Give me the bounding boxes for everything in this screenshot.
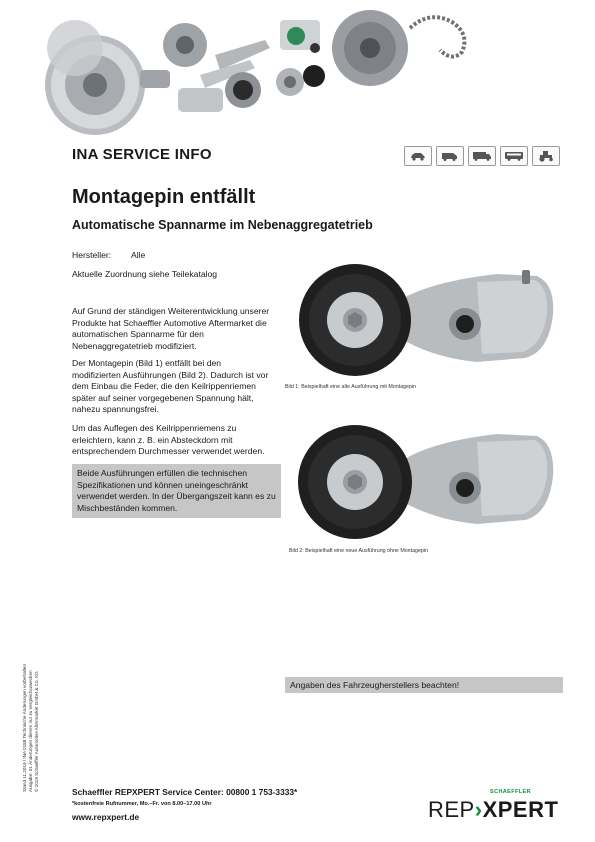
van-icon — [436, 146, 464, 166]
document-meta-vertical — [22, 622, 39, 792]
paragraph-installation-tip: Um das Auflegen des Keilrippenriemens zu erleichtern, kann z. B. ein Absteckdorn mit entsprechendem Durchmesser verwendet werden. — [72, 423, 265, 456]
manufacturer-warning: Angaben des Fahrzeugherstellers beachten! — [285, 677, 563, 693]
article-title: Montagepin entfällt — [72, 186, 256, 208]
catalog-assignment: Aktuelle Zuordnung siehe Teilekatalog — [72, 269, 218, 279]
compatibility-note: Beide Ausführungen erfüllen die technischen Spezifikationen und können uneingeschränkt verwendet werden. In der Übergangszeit kann es zu Mischbeständen kommen. — [72, 464, 281, 518]
manufacturer-value: Alle — [131, 250, 146, 260]
tractor-icon — [532, 146, 560, 166]
tensioner-new-version-image — [297, 420, 559, 542]
hotline-note: *kostenfreie Rufnummer, Mo.–Fr. von 8.00–17.00 Uhr — [72, 801, 212, 807]
meta-line-2: Ausgabe: 01 Änderungen dienen nur zu Vergleichszwecken — [27, 670, 33, 792]
meta-line-1: Stand 11.2019 / INA 0188 Technische Änderungen vorbehalten — [22, 663, 27, 792]
manufacturer-label: Hersteller: — [72, 250, 112, 260]
website-link[interactable]: www.repxpert.de — [72, 812, 140, 822]
clutch-cover-image — [332, 10, 408, 86]
logo-chevron-icon: › — [474, 797, 483, 822]
service-center-phone: Schaeffler REPXPERT Service Center: 00800 1 753-3333* — [72, 787, 298, 797]
logo-xpert: XPERT — [482, 797, 559, 822]
logo-rep: REP — [428, 797, 475, 822]
truck-icon — [468, 146, 496, 166]
vehicle-type-icons — [404, 146, 560, 166]
article-subtitle: Automatische Spannarme im Nebenaggregatetrieb — [72, 218, 373, 232]
repxpert-logo — [428, 797, 558, 823]
car-icon — [404, 146, 432, 166]
bus-icon — [500, 146, 528, 166]
paragraph-mounting-pin: Der Montagepin (Bild 1) entfällt bei den modifizierten Ausführungen (Bild 2). Dadurch ist vor dem Einbau die Feder, die den Keilrippenriemen später auf seiner vorgegebenen Spannung hält, nahezu spannungsfrei. — [72, 358, 269, 414]
schaeffler-wordmark: SCHAEFFLER — [490, 789, 531, 795]
tensioner-old-version-image — [297, 262, 559, 380]
section-title: INA SERVICE INFO — [72, 146, 212, 163]
figure1-caption: Bild 1: Beispielhaft eine alte Ausführung mit Montagepin — [285, 384, 417, 390]
header-product-collage — [0, 0, 595, 135]
figure2-caption: Bild 2: Beispielhaft eine neue Ausführung ohne Montagepin — [289, 548, 428, 554]
meta-line-3: © 2019 Schaeffler Automotive Aftermarket GmbH & Co. KG — [33, 671, 39, 792]
paragraph-intro: Auf Grund der ständigen Weiterentwicklung unserer Produkte hat Schaeffler Automotive Aftermarket die automatischen Spannarme für den Nebenaggregatetrieb modifiziert. — [72, 306, 270, 351]
